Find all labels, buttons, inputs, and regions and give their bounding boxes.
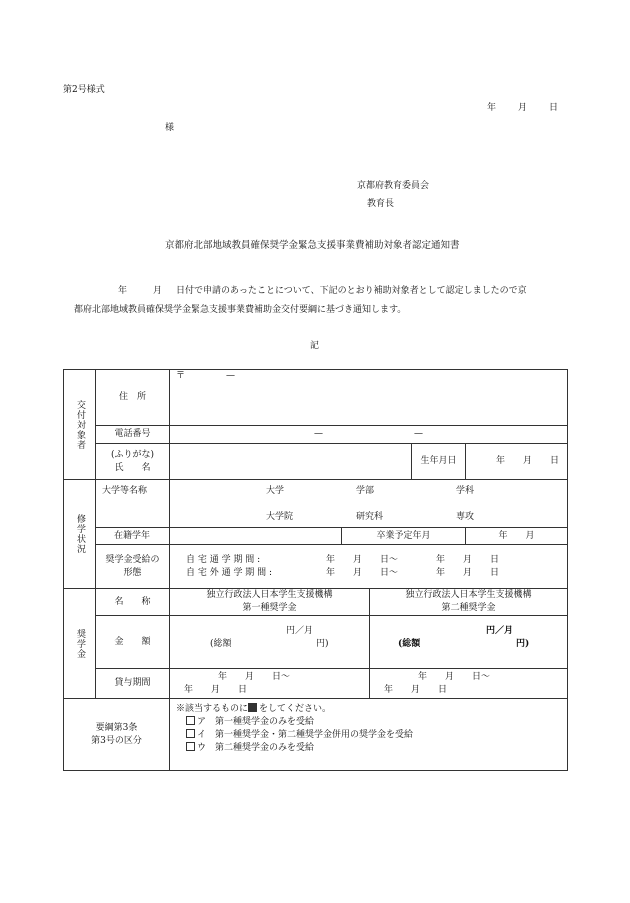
amount-2-total-open: (総額 <box>398 639 421 649</box>
graduation-field[interactable]: 年 月 <box>466 528 568 545</box>
amount-1-per-month: 円／月 <box>286 626 314 636</box>
recipient-suffix: 様 <box>165 123 175 133</box>
address-field[interactable] <box>170 370 568 426</box>
phone-dash-2: — <box>414 429 423 439</box>
scholarship-1-period[interactable] <box>170 669 370 699</box>
away-period-label: 自 宅 外 通 学 期 間 : <box>186 568 273 578</box>
furigana-label: (ふりがな) <box>110 449 155 460</box>
article-options <box>170 699 568 771</box>
birth-label: 生年月日 <box>412 444 466 480</box>
section-recipient-label: 交付対象者 <box>64 370 96 480</box>
body-line-2: 都府北部地域教員確保奨学金緊急支援事業費補助金交付要綱に基づき通知します。 <box>74 305 407 315</box>
scholarship-form-label: 奨学金受給の 形態 <box>96 545 170 589</box>
home-period-to: 年 月 日 <box>436 555 500 565</box>
option-u[interactable]: ウ 第二種奨学金のみを受給 <box>186 742 314 755</box>
univ-gakubu: 学部 <box>356 486 375 496</box>
amount-1-total-close: 円) <box>316 639 329 649</box>
filled-checkbox-icon <box>248 703 257 712</box>
checkbox-icon[interactable] <box>186 742 195 751</box>
birth-field[interactable]: 年 月 日 <box>466 444 568 480</box>
option-i[interactable]: イ 第一種奨学金・第二種奨学金併用の奨学金を受給 <box>186 729 413 742</box>
section-scholarship-label: 奨学金 <box>64 589 96 699</box>
date-line <box>487 100 558 113</box>
ki-mark: 記 <box>310 341 320 351</box>
grade-label: 在籍学年 <box>96 528 170 545</box>
period-2-from: 年 月 日〜 <box>418 672 491 682</box>
name-label-text: 氏 名 <box>114 462 151 473</box>
section-study-label: 修学状況 <box>64 480 96 589</box>
body-month: 月 <box>153 286 163 296</box>
postal-mark: 〒 <box>176 371 186 381</box>
option-a[interactable]: ア 第一種奨学金のみを受給 <box>186 716 314 729</box>
name-field[interactable] <box>170 444 412 480</box>
body-text-1: 日付で申請のあったことについて、下記のとおり補助対象者として認定しましたので京 <box>176 286 527 296</box>
amount-2-per-month: 円／月 <box>486 626 514 636</box>
amount-1-total-open: (総額 <box>210 639 232 649</box>
univ-senko: 専攻 <box>456 512 475 522</box>
univ-kenkyuka: 研究科 <box>356 512 384 522</box>
body-line-1 <box>118 283 527 296</box>
scholarship-2-period[interactable] <box>370 669 568 699</box>
phone-dash-1: — <box>314 429 323 439</box>
university-field[interactable] <box>170 480 568 528</box>
grade-field[interactable] <box>170 528 342 545</box>
issuer-title: 教育長 <box>367 199 395 209</box>
univ-gakka: 学科 <box>456 486 475 496</box>
amount-label: 金 額 <box>96 616 170 669</box>
document-title: 京都府北部地域教員確保奨学金緊急支援事業費補助対象者認定通知書 <box>165 240 460 251</box>
name-label <box>96 444 170 480</box>
period-label: 貸与期間 <box>96 669 170 699</box>
checkbox-icon[interactable] <box>186 729 195 738</box>
details-table <box>63 369 568 771</box>
checkbox-icon[interactable] <box>186 716 195 725</box>
postal-dash: — <box>226 371 235 381</box>
university-label: 大学等名称 <box>96 480 170 528</box>
date-day: 日 <box>549 103 559 113</box>
scholarship-1-name: 独立行政法人日本学生支援機構 第一種奨学金 <box>170 589 370 616</box>
date-month: 月 <box>518 103 528 113</box>
scholarship-name-label: 名 称 <box>96 589 170 616</box>
scholarship-form-field[interactable] <box>170 545 568 589</box>
graduation-label: 卒業予定年月 <box>342 528 466 545</box>
univ-daigakuin: 大学院 <box>266 512 294 522</box>
date-year: 年 <box>487 103 497 113</box>
away-period-to: 年 月 日 <box>436 568 500 578</box>
amount-2-total-close: 円) <box>516 639 530 649</box>
phone-label: 電話番号 <box>96 426 170 444</box>
univ-daigaku: 大学 <box>266 486 285 496</box>
home-period-label: 自 宅 通 学 期 間 : <box>186 555 261 565</box>
scholarship-1-amount[interactable] <box>170 616 370 669</box>
scholarship-2-amount[interactable] <box>370 616 568 669</box>
scholarship-2-name: 独立行政法人日本学生支援機構 第二種奨学金 <box>370 589 568 616</box>
article-note: ※該当するものに をしてください。 <box>176 704 332 714</box>
body-year: 年 <box>118 286 128 296</box>
form-number: 第2号様式 <box>63 85 105 95</box>
period-1-to: 年 月 日 <box>184 685 248 695</box>
home-period-from: 年 月 日〜 <box>326 555 399 565</box>
issuer-org: 京都府教育委員会 <box>357 181 430 191</box>
address-label: 住 所 <box>96 370 170 426</box>
away-period-from: 年 月 日〜 <box>326 568 399 578</box>
article-label: 要綱第3条 第3号の区分 <box>64 699 170 771</box>
period-2-to: 年 月 日 <box>384 685 448 695</box>
phone-field[interactable] <box>170 426 568 444</box>
period-1-from: 年 月 日〜 <box>218 672 291 682</box>
